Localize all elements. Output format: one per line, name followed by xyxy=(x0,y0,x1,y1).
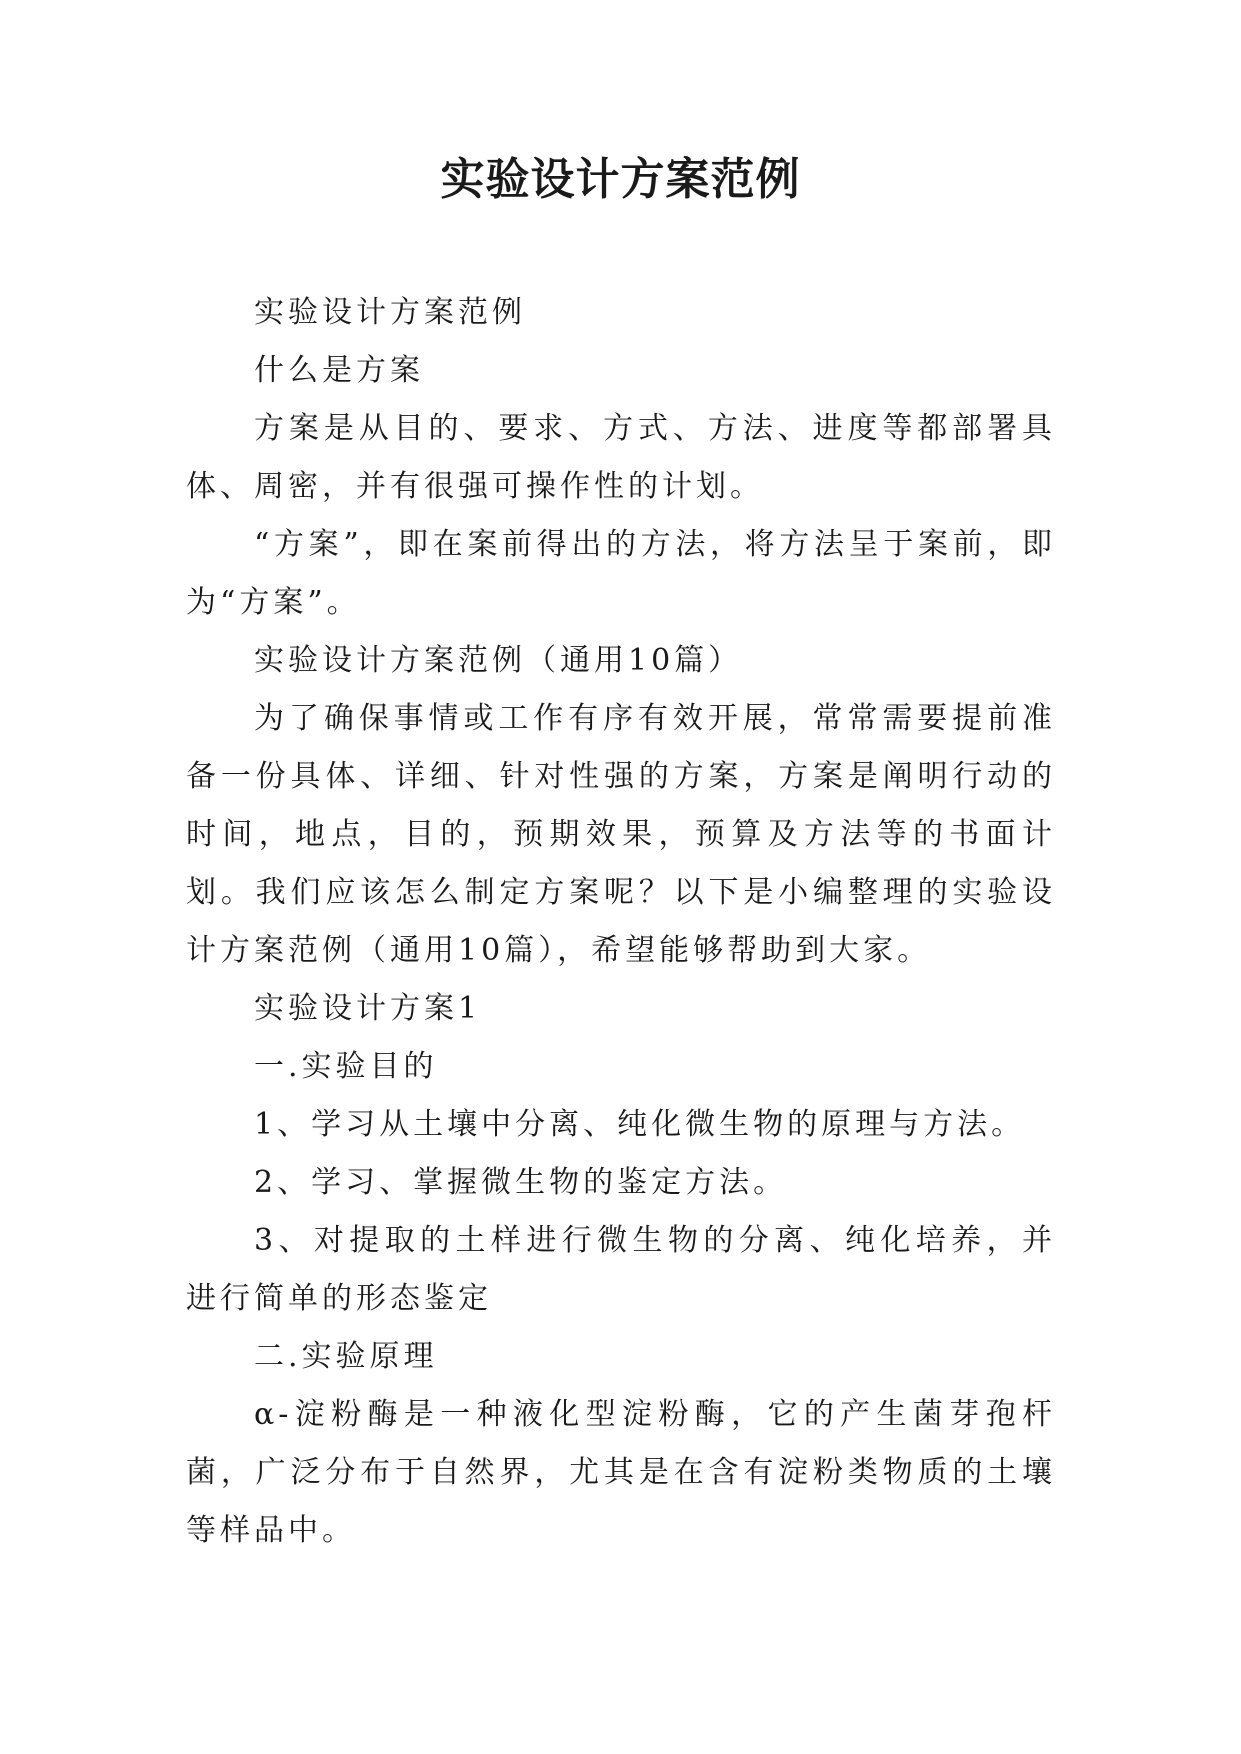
paragraph-section-principle: 二.实验原理 xyxy=(254,1339,438,1374)
paragraph-collection-title: 实验设计方案范例（通用10篇） xyxy=(254,643,743,678)
document-title: 实验设计方案范例 xyxy=(440,154,801,205)
paragraph-introduction: 为了确保事情或工作有序有效开展，常常需要提前准备一份具体、详细、针对性强的方案，方案是阐明行动的时间，地点，目的，预期效果，预算及方法等的书面计划。我们应该怎么制定方案呢？以下是小编整理的实验设计方案范例（通用10篇），希望能够帮助到大家。 xyxy=(186,701,1056,968)
paragraph-plan-etymology: “方案”，即在案前得出的方法，将方法呈于案前，即为“方案”。 xyxy=(186,527,1056,620)
list-item-purpose-3: 3、对提取的土样进行微生物的分离、纯化培养，并进行简单的形态鉴定 xyxy=(186,1223,1056,1316)
paragraph-section-purpose: 一.实验目的 xyxy=(254,1049,438,1084)
paragraph-heading-repeat: 实验设计方案范例 xyxy=(254,295,526,330)
paragraph-principle-text: α-淀粉酶是一种液化型淀粉酶，它的产生菌芽孢杆菌，广泛分布于自然界，尤其是在含有淀粉类物质的土壤等样品中。 xyxy=(186,1397,1056,1548)
paragraph-plan-definition: 方案是从目的、要求、方式、方法、进度等都部署具体、周密，并有很强可操作性的计划。 xyxy=(186,411,1056,504)
list-item-purpose-2: 2、学习、掌握微生物的鉴定方法。 xyxy=(254,1165,788,1200)
list-item-purpose-1: 1、学习从土壤中分离、纯化微生物的原理与方法。 xyxy=(254,1107,1026,1142)
document-body xyxy=(186,284,1056,1560)
paragraph-what-is-plan: 什么是方案 xyxy=(254,353,424,388)
paragraph-plan-1-heading: 实验设计方案1 xyxy=(254,991,482,1026)
